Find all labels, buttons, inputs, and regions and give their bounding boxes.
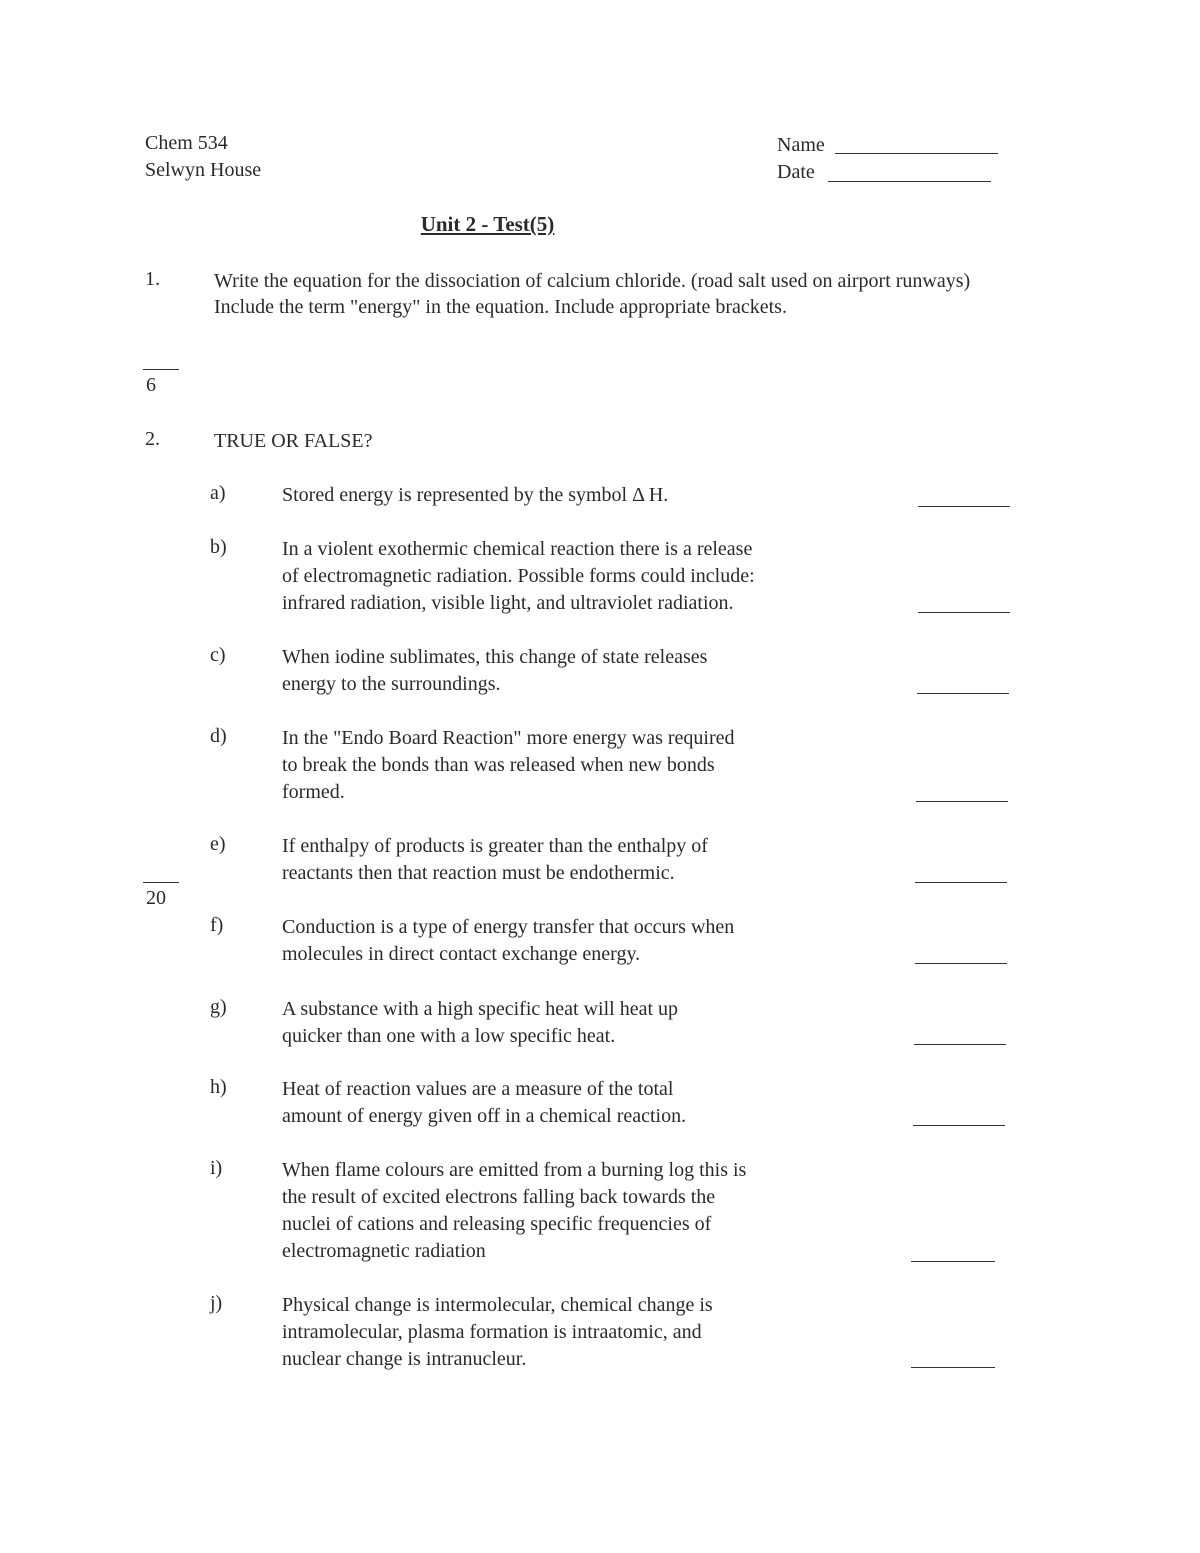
answer-blank[interactable]	[914, 1044, 1006, 1045]
name-label: Name	[777, 134, 825, 156]
item-text: When iodine sublimates, this change of state releases energy to the surroundings.	[282, 646, 708, 695]
item-text: In a violent exothermic chemical reaction there is a release of electromagnetic radiation. Possible forms could include: infrared radiation, visible light, and ultraviolet radiation.	[282, 538, 755, 614]
question-2-mark-line	[143, 882, 179, 883]
course-code: Chem 534	[145, 132, 228, 154]
answer-blank[interactable]	[915, 963, 1007, 964]
answer-blank[interactable]	[913, 1125, 1005, 1126]
name-field[interactable]	[835, 153, 998, 154]
item-text: In the "Endo Board Reaction" more energy was required to break the bonds than was released when new bonds formed.	[282, 727, 735, 803]
item-text: A substance with a high specific heat will heat up quicker than one with a low specific heat.	[282, 998, 679, 1047]
question-1-marks: 6	[146, 374, 156, 396]
item-letter: i)	[210, 1157, 223, 1179]
item-letter: f)	[210, 914, 224, 936]
item-text: If enthalpy of products is greater than the enthalpy of reactants then that reaction must be endothermic.	[282, 835, 708, 884]
question-2-number: 2.	[145, 428, 160, 450]
answer-blank[interactable]	[916, 801, 1008, 802]
item-letter: j)	[210, 1292, 223, 1314]
item-letter: a)	[210, 482, 226, 504]
answer-blank[interactable]	[918, 612, 1010, 613]
item-text: When flame colours are emitted from a burning log this is the result of excited electrons falling back towards the nuclei of cations and releasing specific frequencies of electromagnetic radiation	[282, 1159, 747, 1262]
item-text: Heat of reaction values are a measure of the total amount of energy given off in a chemical reaction.	[282, 1078, 687, 1127]
course-info	[145, 130, 261, 184]
answer-blank[interactable]	[911, 1261, 995, 1262]
answer-blank[interactable]	[911, 1367, 995, 1368]
date-field[interactable]	[828, 181, 991, 182]
item-letter: e)	[210, 833, 226, 855]
item-text: Conduction is a type of energy transfer that occurs when molecules in direct contact exchange energy.	[282, 916, 735, 965]
question-2-marks: 20	[146, 887, 166, 909]
answer-blank[interactable]	[917, 693, 1009, 694]
question-1-text	[214, 268, 970, 320]
answer-blank[interactable]	[915, 882, 1007, 883]
item-letter: d)	[210, 725, 227, 747]
item-text: Stored energy is represented by the symbol Δ H.	[282, 484, 669, 506]
item-letter: h)	[210, 1076, 227, 1098]
date-label: Date	[777, 161, 815, 183]
item-text: Physical change is intermolecular, chemical change is intramolecular, plasma formation is intraatomic, and nuclear change is intranucleur.	[282, 1294, 713, 1370]
page-title: Unit 2 - Test(5)	[420, 212, 555, 236]
item-letter: g)	[210, 996, 227, 1018]
question-1-line-2: Include the term "energy" in the equation. Include appropriate brackets.	[214, 296, 787, 318]
question-1-number: 1.	[145, 268, 160, 290]
question-1-mark-line	[143, 369, 179, 370]
school-name: Selwyn House	[145, 159, 262, 181]
question-1-line-1: Write the equation for the dissociation of calcium chloride. (road salt used on airport runways)	[214, 270, 971, 292]
item-letter: b)	[210, 536, 227, 558]
answer-blank[interactable]	[918, 506, 1010, 507]
item-letter: c)	[210, 644, 226, 666]
name-date-block	[777, 132, 825, 186]
question-2-prompt: TRUE OR FALSE?	[214, 430, 373, 452]
